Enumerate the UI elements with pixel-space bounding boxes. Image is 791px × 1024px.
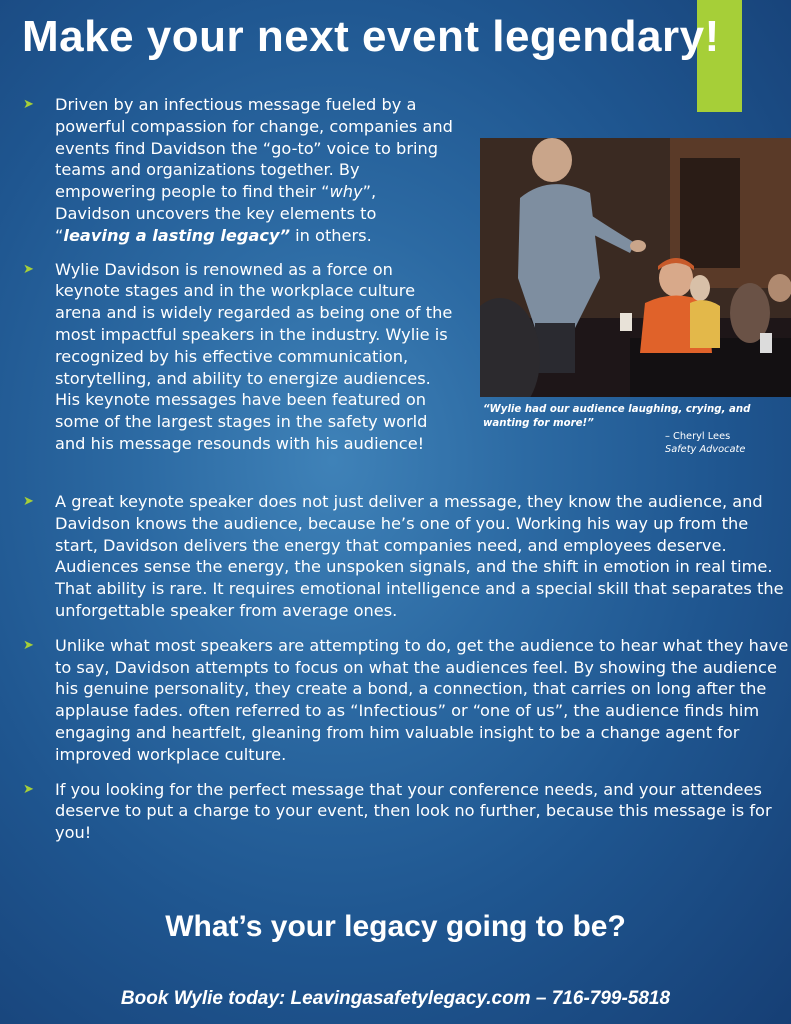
list-item [23,94,453,247]
bullet-text: A great keynote speaker does not just deliver a message, they know the audience, and Davidson knows the audience, because he’s one of you. Working his way up from the start, Davidson delivers the energy that companies need, and employees deserve. Audiences sense the energy, the unspoken signals, and the shift in emotion in real time. That ability is rare. It requires emotional intelligence and a special skill that separates the unforgettable speaker from average ones. [55,492,784,620]
list-item [23,491,791,622]
list-item [23,635,791,766]
testimonial-attribution [665,430,745,456]
bullet-text-part: in others. [290,225,372,245]
tagline: What’s your legacy going to be? [165,910,626,943]
arrow-bullet-icon: ➤ [23,97,34,112]
bullet-strong-emphasis: leaving a lasting legacy” [63,225,290,245]
bullet-text: Wylie Davidson is renowned as a force on keynote stages and in the workplace culture arena and is widely regarded as being one of the most impactful speakers in the industry. Wylie is recognized by his effective communication, storytelling, and ability to energize audiences. His keynote messages have been featured on some of the largest stages in the safety world and his message resounds with his audience! [55,259,453,453]
speaker-photo [480,138,791,397]
bullet-emphasis: why [329,182,363,202]
top-bullet-list [23,94,453,467]
call-to-action: Book Wylie today: Leavingasafetylegacy.com – 716-799-5818 [120,988,671,1009]
arrow-bullet-icon: ➤ [23,781,34,797]
testimonial-quote: “Wylie had our audience laughing, crying, and wanting for more!” [483,404,751,429]
arrow-bullet-icon: ➤ [23,261,34,277]
testimonial-role: Safety Advocate [665,444,746,455]
arrow-bullet-icon: ➤ [23,494,34,509]
bullet-text: Unlike what most speakers are attempting to do, get the audience to hear what they have to say, Davidson attempts to focus on what the audiences feel. By showing the audience his genuine personality, they create a bond, a connection, that carries on long after the applause fades. often referred to as “Infectious” or “one of us”, the audience finds him engaging and heartfelt, gleaning from him valuable insight to be a change agent for improved workplace culture. [55,635,789,764]
bottom-bullet-list [23,491,791,857]
list-item [23,259,453,455]
bullet-text-part: Driven by an infectious message fueled by a powerful compassion for change, companies and events find Davidson the “go-to” voice to bring teams and organizations together. By empowering people to find their “ [55,95,453,202]
bullet-text-part: ”, Davidson uncovers the key elements to “ [55,182,377,245]
list-item [23,779,791,844]
testimonial-author: – Cheryl Lees [665,431,731,442]
page-title: Make your next event legendary! [22,12,720,61]
bullet-text: If you looking for the perfect message that your conference needs, and your attendees deserve to put a charge to your event, then look no further, because this message is for you! [55,779,772,843]
arrow-bullet-icon: ➤ [23,637,34,653]
